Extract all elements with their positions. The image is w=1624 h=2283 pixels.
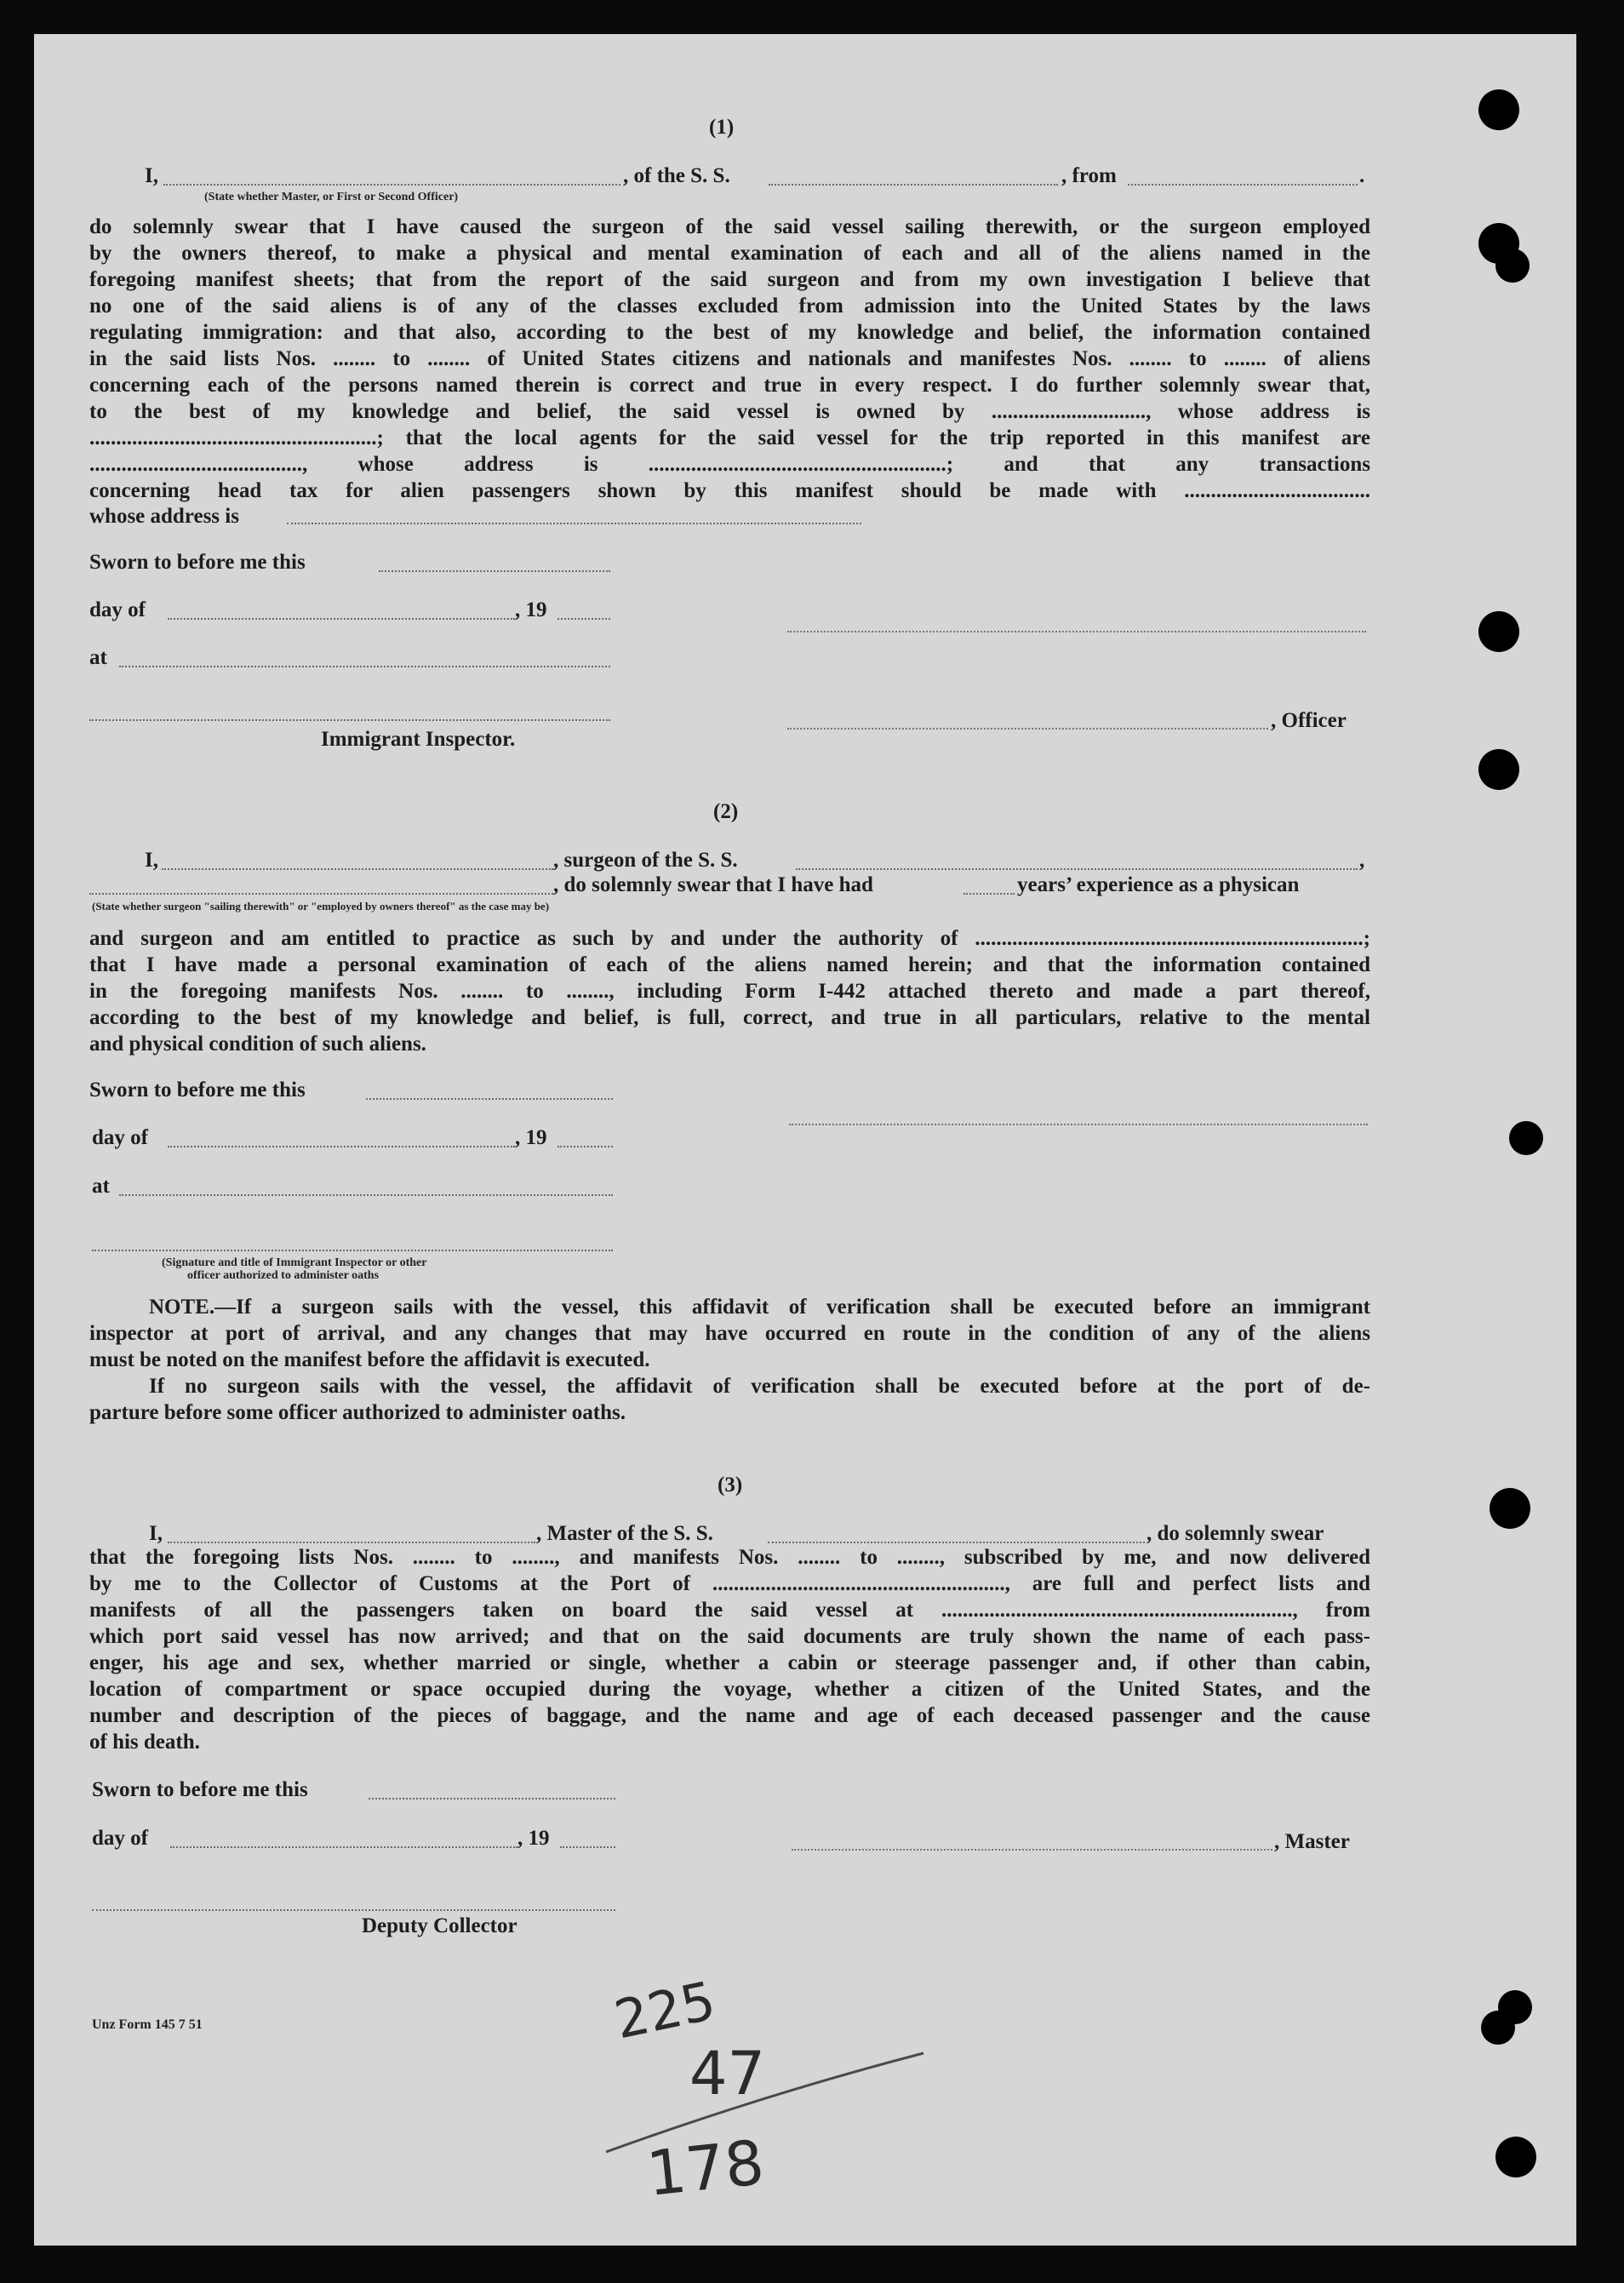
day-of-label: day of — [92, 1126, 148, 1149]
handwritten-number: 47 — [689, 2039, 766, 2108]
body-line: that the foregoing lists Nos. ........ to ........, and manifests Nos. ........ to ........, subscribed by me, and now delivered — [89, 1546, 1370, 1569]
body-line: ......................................................; that the local agents for the said vessel for the trip reported in this manifest are — [89, 426, 1370, 449]
body-line: no one of the said aliens is of any of the classes excluded from admission into the United States by the laws — [89, 295, 1370, 318]
section-3-body — [89, 1544, 1370, 1755]
sworn-date-field[interactable] — [369, 1798, 615, 1800]
body-line: ........................................, whose address is ........................................................; and that any transactions — [89, 453, 1370, 476]
body-line: do solemnly swear that I have caused the surgeon of the said vessel sailing therewith, or the surgeon employed — [89, 215, 1370, 238]
of-ss-label: , of the S. S. — [623, 164, 730, 187]
year-label: , 19 — [515, 598, 547, 621]
swear-label: , do solemnly swear that I have had — [553, 873, 873, 896]
surgeon-of-label: , surgeon of the S. S. — [553, 849, 738, 872]
section-2-body — [89, 925, 1370, 1057]
note-line: inspector at port of arrival, and any changes that may have occurred en route in the condition of any of the aliens — [89, 1322, 1370, 1345]
master-signature-line[interactable] — [792, 1849, 1272, 1851]
body-line: concerning head tax for alien passengers shown by this manifest should be made with ................................... — [89, 479, 1370, 502]
body-line: which port said vessel has now arrived; and that on the said documents are truly shown the name of each pass- — [89, 1625, 1370, 1648]
surgeon-type-field[interactable] — [89, 893, 553, 895]
deputy-label: Deputy Collector — [362, 1914, 518, 1937]
year-label: , 19 — [518, 1827, 550, 1850]
year-label: , 19 — [515, 1126, 547, 1149]
body-line: and physical condition of such aliens. — [89, 1033, 426, 1056]
note-line: If no surgeon sails with the vessel, the affidavit of verification shall be executed before at the port of de- — [149, 1375, 1370, 1398]
sworn-date-field[interactable] — [366, 1098, 613, 1100]
body-line: concerning each of the persons named therein is correct and true in every respect. I do further solemnly swear that, — [89, 374, 1370, 397]
body-line: by the owners thereof, to make a physical and mental examination of each and all of the aliens named in the — [89, 242, 1370, 265]
at-label: at — [92, 1175, 110, 1198]
day-field[interactable] — [170, 1846, 518, 1848]
inspector-signature-line[interactable] — [92, 1250, 613, 1251]
surgeon-note: (State whether surgeon "sailing therewith" or "employed by owners thereof" as the case may be) — [92, 900, 550, 913]
body-line: manifests of all the passengers taken on board the said vessel at .................................................................., from — [89, 1599, 1370, 1622]
body-line: to the best of my knowledge and belief, the said vessel is owned by ............................., whose address is — [89, 400, 1370, 423]
sworn-date-field[interactable] — [379, 570, 610, 572]
body-line: and surgeon and am entitled to practice as such by and under the authority of .........................................................................; — [89, 927, 1370, 950]
from-label: , from — [1061, 164, 1117, 187]
address-field[interactable] — [287, 523, 861, 524]
oath-i-label: I, — [145, 164, 158, 187]
day-of-label: day of — [92, 1827, 148, 1850]
punch-hole — [1495, 249, 1530, 283]
year-field[interactable] — [560, 1846, 615, 1848]
officer-note: (State whether Master, or First or Second Officer) — [204, 191, 459, 203]
inspector-label: Immigrant Inspector. — [321, 728, 516, 751]
body-line: regulating immigration: and that also, according to the best of my knowledge and belief, the information contained — [89, 321, 1370, 344]
punch-hole — [1478, 749, 1519, 790]
note-block — [89, 1294, 1370, 1426]
punch-hole — [1495, 2137, 1536, 2177]
signature-note: officer authorized to administer oaths — [187, 1269, 380, 1282]
at-label: at — [89, 646, 107, 669]
ship-name-field[interactable] — [769, 184, 1058, 186]
body-line: location of compartment or space occupied during the voyage, whether a citizen of the United States, and the — [89, 1678, 1370, 1701]
master-label: , Master — [1274, 1830, 1350, 1853]
year-field[interactable] — [558, 1146, 613, 1147]
master-of-label: , Master of the S. S. — [536, 1522, 713, 1545]
signature-note: (Signature and title of Immigrant Inspector or other — [162, 1256, 427, 1269]
body-line: that I have made a personal examination of each of the aliens named herein; and that the information contained — [89, 953, 1370, 976]
officer-signature-line[interactable] — [787, 728, 1268, 730]
day-field[interactable] — [168, 618, 515, 620]
body-line: in the foregoing manifests Nos. ........ to ........, including Form I-442 attached thereto and made a part thereof, — [89, 980, 1370, 1003]
surgeon-signature-line[interactable] — [789, 1124, 1368, 1125]
place-field[interactable] — [119, 1194, 613, 1196]
swear-label: , do solemnly swear — [1147, 1522, 1324, 1545]
punch-hole — [1478, 89, 1519, 130]
years-label: years’ experience as a physican — [1017, 873, 1300, 896]
punch-hole — [1509, 1121, 1543, 1155]
sworn-label: Sworn to before me this — [89, 551, 306, 574]
years-field[interactable] — [964, 893, 1015, 895]
body-line: of his death. — [89, 1731, 200, 1754]
day-of-label: day of — [89, 598, 146, 621]
surgeon-name-field[interactable] — [162, 868, 553, 870]
from-port-field[interactable] — [1128, 184, 1358, 186]
note-line: must be noted on the manifest before the affidavit is executed. — [89, 1348, 650, 1371]
ship-name-field[interactable] — [796, 868, 1358, 870]
ship-name-field[interactable] — [768, 1542, 1145, 1543]
collector-signature-line[interactable] — [92, 1909, 615, 1911]
year-field[interactable] — [558, 618, 610, 620]
section-2-number: (2) — [713, 800, 739, 823]
master-name-field[interactable] — [168, 1542, 535, 1543]
place-field[interactable] — [119, 666, 610, 667]
section-1-number: (1) — [709, 116, 735, 139]
punch-hole — [1481, 2011, 1515, 2045]
inspector-signature-line[interactable] — [89, 719, 610, 721]
sworn-label: Sworn to before me this — [92, 1778, 308, 1801]
note-line: parture before some officer authorized to administer oaths. — [89, 1401, 626, 1424]
officer-label: , Officer — [1271, 709, 1347, 732]
handwritten-number: 225 — [609, 1969, 721, 2051]
body-line: in the said lists Nos. ........ to ........ of United States citizens and nationals and manifestes Nos. ........ to ........ of aliens — [89, 347, 1370, 370]
punch-hole — [1478, 611, 1519, 652]
handwritten-number: 178 — [643, 2126, 768, 2210]
section-1-body — [89, 214, 1370, 504]
body-line: enger, his age and sex, whether married or single, whether a cabin or steerage passenger and, if other than cabin, — [89, 1651, 1370, 1674]
oath-i-label: I, — [145, 849, 158, 872]
officer-signature-line-upper[interactable] — [787, 631, 1366, 632]
body-line: number and description of the pieces of baggage, and the name and age of each deceased passenger and the cause — [89, 1704, 1370, 1727]
body-line: according to the best of my knowledge and belief, is full, correct, and true in all particulars, relative to the mental — [89, 1006, 1370, 1029]
officer-name-field[interactable] — [163, 184, 620, 186]
form-id: Unz Form 145 7 51 — [92, 2017, 203, 2032]
day-field[interactable] — [168, 1146, 515, 1147]
body-line: foregoing manifest sheets; that from the report of the said surgeon and from my own investigation I believe that — [89, 268, 1370, 291]
whose-address-label: whose address is — [89, 505, 239, 528]
oath-i-label: I, — [149, 1522, 163, 1545]
body-line: by me to the Collector of Customs at the Port of ......................................................., are full and perfect lists and — [89, 1572, 1370, 1595]
note-line: NOTE.—If a surgeon sails with the vessel, this affidavit of verification shall be executed before an immigrant — [149, 1296, 1370, 1319]
punch-hole — [1490, 1488, 1530, 1529]
sworn-label: Sworn to before me this — [89, 1079, 306, 1101]
section-3-number: (3) — [718, 1473, 743, 1496]
